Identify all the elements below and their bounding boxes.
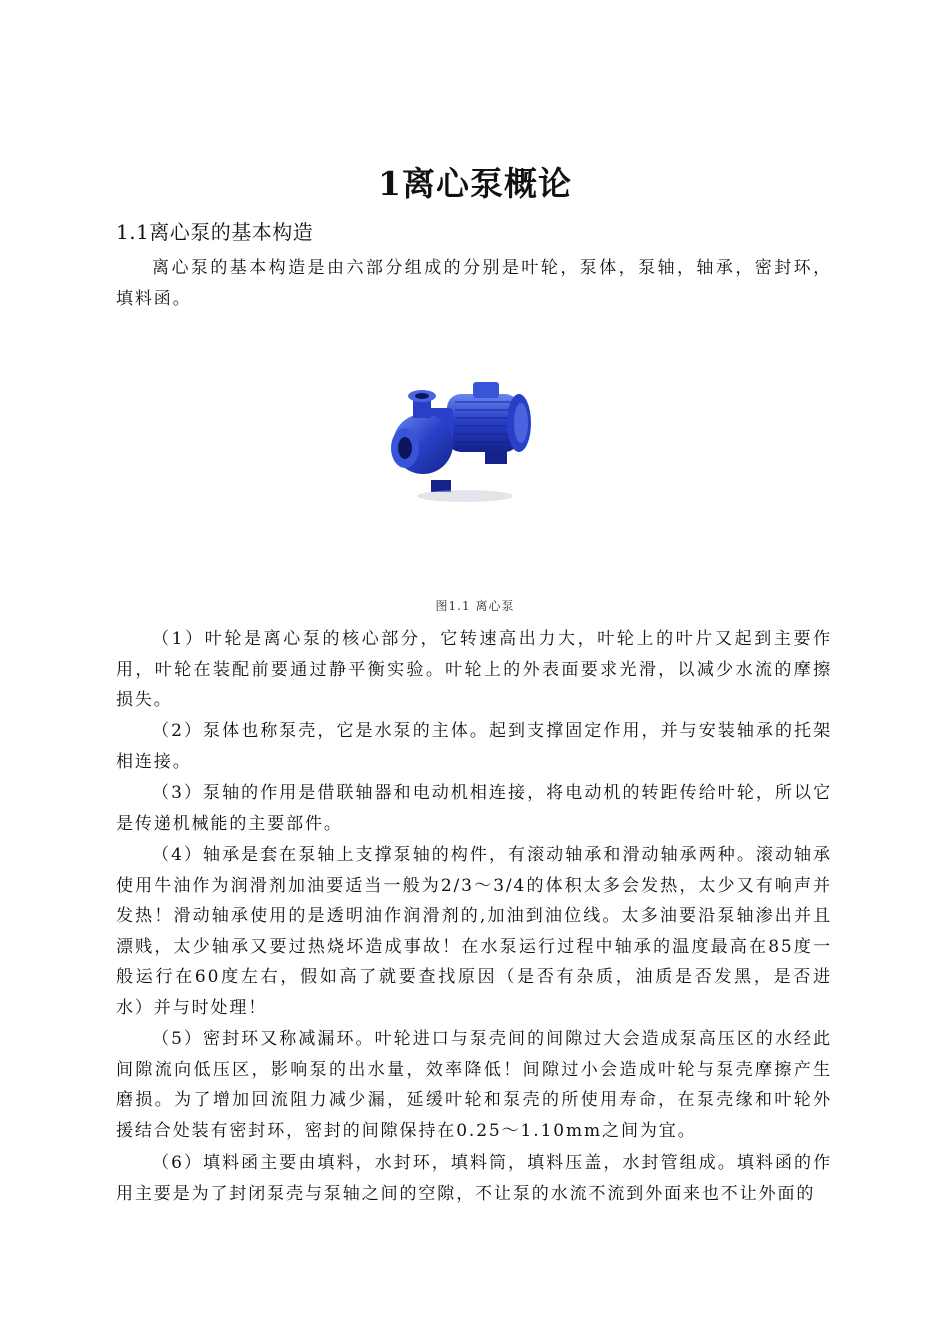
paragraph-pump-shaft: （3）泵轴的作用是借联轴器和电动机相连接，将电动机的转距传给叶轮，所以它是传递机械能的主要部件。 <box>116 783 832 834</box>
centrifugal-pump-image <box>385 372 535 510</box>
paragraph-pump-body: （2）泵体也称泵壳，它是水泵的主体。起到支撑固定作用，并与安装轴承的托架相连接。 <box>116 721 832 772</box>
figure <box>385 372 535 510</box>
section-heading: 1.1离心泵的基本构造 <box>116 220 314 244</box>
paragraph-bearing: （4）轴承是套在泵轴上支撑泵轴的构件，有滚动轴承和滑动轴承两种。滚动轴承使用牛油作为润滑剂加油要适当一般为2/3～3/4的体积太多会发热，太少又有响声并发热！滑动轴承使用的是透明油作润滑剂的,加油到油位线。太多油要沿泵轴渗出并且漂贱，太少轴承又要过热烧坏造成事故！在水泵运行过程中轴承的温度最高在85度一般运行在60度左右，假如高了就要查找原因（是否有杂质，油质是否发黑，是否进水）并与时处理！ <box>116 845 832 1018</box>
paragraph-impeller: （1）叶轮是离心泵的核心部分，它转速高出力大，叶轮上的叶片又起到主要作用，叶轮在装配前要通过静平衡实验。叶轮上的外表面要求光滑，以减少水流的摩擦损失。 <box>116 629 832 711</box>
paragraph-seal-ring: （5）密封环又称减漏环。叶轮进口与泵壳间的间隙过大会造成泵高压区的水经此间隙流向低压区，影响泵的出水量，效率降低！间隙过小会造成叶轮与泵壳摩擦产生磨损。为了增加回流阻力减少漏，延缓叶轮和泵壳的所使用寿命，在泵壳缘和叶轮外援结合处装有密封环，密封的间隙保持在0.25～1.10mm之间为宜。 <box>116 1029 832 1141</box>
page-title: 1离心泵概论 <box>378 164 572 203</box>
intro-paragraph: 离心泵的基本构造是由六部分组成的分别是叶轮，泵体，泵轴，轴承，密封环，填料函。 <box>116 258 832 309</box>
paragraph-stuffing-box: （6）填料函主要由填料，水封环，填料筒，填料压盖，水封管组成。填料函的作用主要是为了封闭泵壳与泵轴之间的空隙，不让泵的水流不流到外面来也不让外面的 <box>116 1153 832 1204</box>
figure-caption: 图1.1 离心泵 <box>435 599 515 613</box>
